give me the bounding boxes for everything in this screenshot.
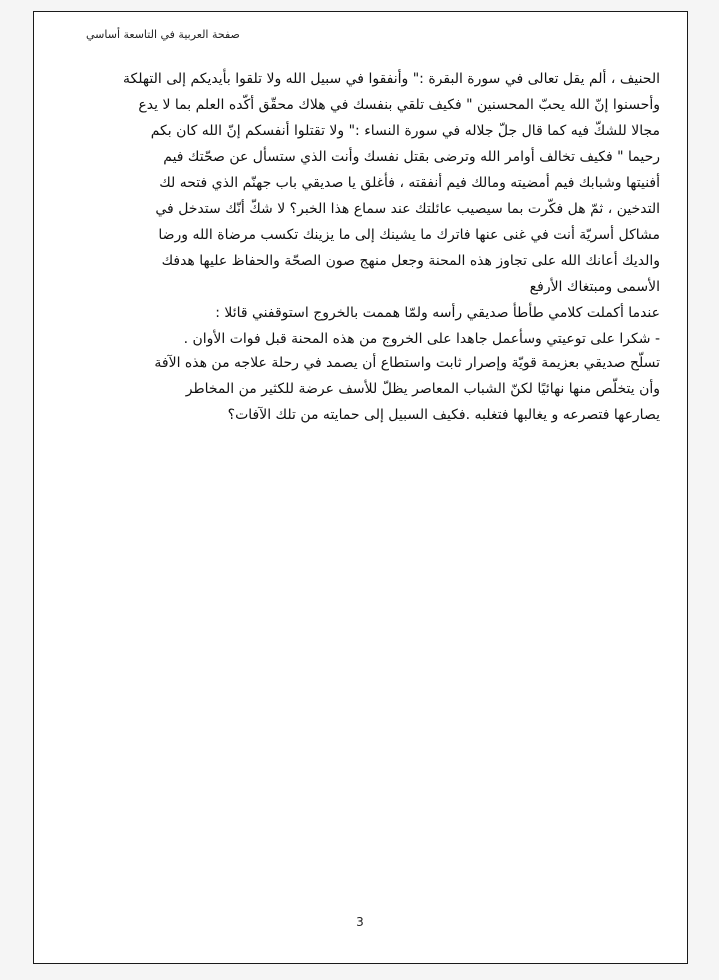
text-line: والديك أعانك الله على تجاوز هذه المحنة وجعل منهج صون الصحّة والحفاظ عليها هدفك [161, 253, 660, 269]
text-line: يصارعها فتصرعه و يغالبها فتغلبه .فكيف السبيل إلى حمايته من تلك الآفات؟ [227, 407, 660, 423]
text-line: أفنيتها وشبابك فيم أمضيته ومالك فيم أنفقته ، فأغلق يا صديقي باب جهنّم الذي فتحه لك [159, 175, 660, 191]
page-header-title: صفحة العربية في التاسعة أساسي [86, 28, 240, 41]
text-line: الأسمى ومبتغاك الأرفع [529, 279, 660, 295]
paragraph-2 [100, 350, 660, 428]
text-line: وأحسنوا إنّ الله يحبّ المحسنين " فكيف تلقي بنفسك في هلاك محقّق أكّده العلم بما لا يدع [138, 97, 660, 113]
paragraph-1 [100, 66, 660, 352]
text-line: مجالا للشكّ فيه كما قال جلّ جلاله في سورة النساء :" ولا تقتلوا أنفسكم إنّ الله كان بكم [150, 123, 660, 139]
text-line: الحنيف ، ألم يقل تعالى في سورة البقرة :" وأنفقوا في سبيل الله ولا تلقوا بأيديكم إلى التهلكة [123, 71, 660, 87]
text-line: مشاكل أسريّة أنت في غنى عنها فاترك ما يشينك إلى ما يزينك تكسب مرضاة الله ورضا [158, 227, 660, 243]
text-line: - شكرا على توعيتي وسأعمل جاهدا على الخروج من هذه المحنة قبل فوات الأوان . [183, 331, 660, 347]
text-line: تسلّح صديقي بعزيمة قويّة وإصرار ثابت واستطاع أن يصمد في رحلة علاجه من هذه الآفة [154, 355, 660, 371]
text-line: رحيما " فكيف تخالف أوامر الله وترضى بقتل نفسك وأنت الذي ستسأل عن صحّتك فيم [163, 149, 660, 165]
page-number: 3 [356, 915, 364, 929]
text-line: التدخين ، ثمّ هل فكّرت بما سيصيب عائلتك عند سماع هذا الخبر؟ لا شكّ أنّك ستدخل في [155, 201, 660, 217]
text-line: عندما أكملت كلامي طأطأ صديقي رأسه ولمّا هممت بالخروج استوقفني قائلا : [215, 305, 660, 321]
text-line: وأن يتخلّص منها نهائيًا لكنّ الشباب المعاصر يظلّ للأسف عرضة للكثير من المخاطر [185, 381, 660, 397]
